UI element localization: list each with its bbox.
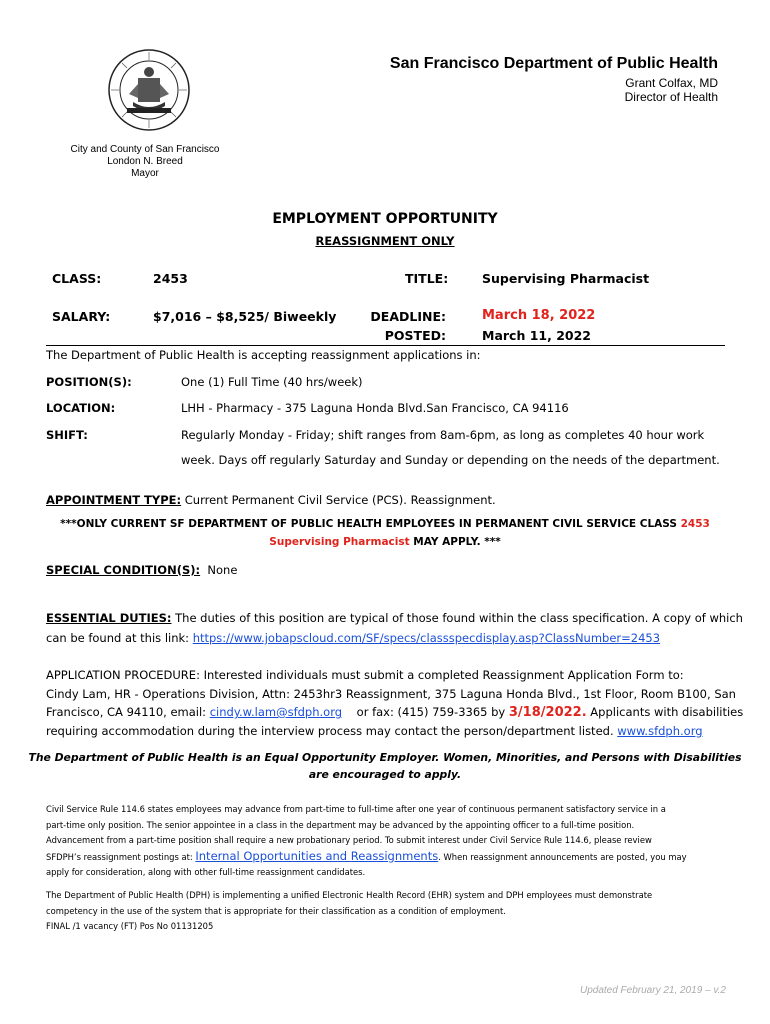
appointment-label: APPOINTMENT TYPE: xyxy=(46,493,182,507)
eligibility-notice-line-1 xyxy=(0,518,770,530)
position-value: One (1) Full Time (40 hrs/week) xyxy=(181,375,363,389)
shift-line-2: week. Days off regularly Saturday and Sunday or depending on the needs of the department. xyxy=(181,453,720,467)
civil-service-block xyxy=(46,802,687,881)
notice-title: Supervising Pharmacist xyxy=(269,536,410,548)
page-subtitle: REASSIGNMENT ONLY xyxy=(315,234,455,248)
posted-label: POSTED: xyxy=(384,328,446,343)
page-title: EMPLOYMENT OPPORTUNITY xyxy=(272,211,498,227)
mayor-title: Mayor xyxy=(131,168,159,179)
ehr-line-1: The Department of Public Health (DPH) is implementing a unified Electronic Health Record (EHR) system and DPH employees must demonstrate xyxy=(46,890,653,900)
civil-line-2: part-time only position. The senior appointee in a class in the department may be advanced by the appointing officer to a full-time position. xyxy=(46,819,635,830)
mayor-name: London N. Breed xyxy=(107,156,183,167)
civil-line-1: Civil Service Rule 114.6 states employees may advance from part-time to full-time after one year of continuous permanent satisfactory service in a xyxy=(46,804,666,814)
title-label: TITLE: xyxy=(405,271,449,286)
deadline-label: DEADLINE: xyxy=(370,309,446,324)
deadline-value: March 18, 2022 xyxy=(482,308,596,323)
class-value: 2453 xyxy=(153,271,188,286)
ehr-line-2: competency in the use of the system that is appropriate for their classification as a condition of employment. xyxy=(46,905,506,916)
posted-value: March 11, 2022 xyxy=(482,328,591,343)
civil-line-4 xyxy=(46,849,687,866)
application-deadline: 3/18/2022. xyxy=(508,705,587,720)
class-spec-link[interactable]: https://www.jobapscloud.com/SF/specs/classspecdisplay.asp?ClassNumber=2453 xyxy=(192,631,661,645)
application-line-4 xyxy=(46,724,703,738)
director-name: Grant Colfax, MD xyxy=(625,76,718,90)
civil-line-3: Advancement from a part-time position shall require a new probationary period. To submit interest under Civil Service Rule 114.6, please review xyxy=(46,835,652,845)
fax-text: or fax: (415) 759-3365 by xyxy=(342,705,509,719)
duties-line-2 xyxy=(46,631,660,645)
divider xyxy=(46,345,725,346)
duties-label: ESSENTIAL DUTIES: xyxy=(46,611,172,625)
appointment-value: Current Permanent Civil Service (PCS). Reassignment. xyxy=(181,493,496,507)
salary-value: $7,016 – $8,525/ Biweekly xyxy=(153,309,337,324)
civil-line-5: apply for consideration, along with other full-time reassignment candidates. xyxy=(46,867,366,877)
eligibility-notice-line-2 xyxy=(0,536,770,548)
notice-text-end: MAY APPLY. *** xyxy=(409,536,501,548)
website-link[interactable]: www.sfdph.org xyxy=(617,724,703,738)
footer-version: Updated February 21, 2019 – v.2 xyxy=(579,985,726,996)
email-link[interactable]: cindy.w.lam@sfdph.org xyxy=(209,705,343,719)
salary-label: SALARY: xyxy=(52,309,111,324)
appointment-type xyxy=(46,493,496,507)
application-text: Francisco, CA 94110, email: xyxy=(46,705,210,719)
application-line-2: Cindy Lam, HR - Operations Division, Attn: 2453hr3 Reassignment, 375 Laguna Honda Blvd., 1st Floor, Room B100, San xyxy=(46,687,736,701)
duties-text: The duties of this position are typical of those found within the class specification. A copy of which xyxy=(171,611,743,625)
shift-label: SHIFT: xyxy=(46,428,88,442)
duties-line-1 xyxy=(46,611,743,625)
city-block xyxy=(45,144,245,180)
application-line-1: APPLICATION PROCEDURE: Interested individuals must submit a completed Reassignment Application Form to: xyxy=(46,668,684,682)
notice-class: 2453 xyxy=(680,518,710,530)
ehr-block xyxy=(46,888,652,935)
special-conditions xyxy=(46,563,237,577)
location-value: LHH - Pharmacy - 375 Laguna Honda Blvd.San Francisco, CA 94116 xyxy=(181,401,569,415)
duties-text-2: can be found at this link: xyxy=(46,631,193,645)
eeo-line-2: are encouraged to apply. xyxy=(308,768,462,781)
city-seal-icon xyxy=(107,48,191,132)
ehr-line-3: FINAL /1 vacancy (FT) Pos No 01131205 xyxy=(46,921,214,931)
class-label: CLASS: xyxy=(52,271,102,286)
internal-opportunities-link[interactable]: Internal Opportunities and Reassignments xyxy=(195,848,439,863)
application-line-3 xyxy=(46,705,743,720)
civil-text: SFDPH’s reassignment postings at: xyxy=(46,851,196,862)
notice-text: ***ONLY CURRENT SF DEPARTMENT OF PUBLIC HEALTH EMPLOYEES IN PERMANENT CIVIL SERVICE CLASS xyxy=(60,518,681,530)
disabilities-text: Applicants with disabilities xyxy=(586,705,744,719)
title-value: Supervising Pharmacist xyxy=(482,271,650,286)
shift-line-1: Regularly Monday - Friday; shift ranges from 8am-6pm, as long as completes 40 hour work xyxy=(181,428,705,442)
intro-text: The Department of Public Health is accepting reassignment applications in: xyxy=(46,348,481,362)
position-label: POSITION(S): xyxy=(46,375,132,389)
accommodation-text: requiring accommodation during the interview process may contact the person/department listed. xyxy=(46,724,618,738)
location-label: LOCATION: xyxy=(46,401,116,415)
eeo-line-1: The Department of Public Health is an Equal Opportunity Employer. Women, Minorities, and Persons with Disabilities xyxy=(28,751,742,764)
civil-text-end: . When reassignment announcements are posted, you may xyxy=(438,851,687,862)
director-title: Director of Health xyxy=(624,90,718,104)
department-name: San Francisco Department of Public Health xyxy=(389,55,718,72)
city-name: City and County of San Francisco xyxy=(70,144,220,155)
special-label: SPECIAL CONDITION(S): xyxy=(46,563,201,577)
special-value: None xyxy=(200,563,238,577)
